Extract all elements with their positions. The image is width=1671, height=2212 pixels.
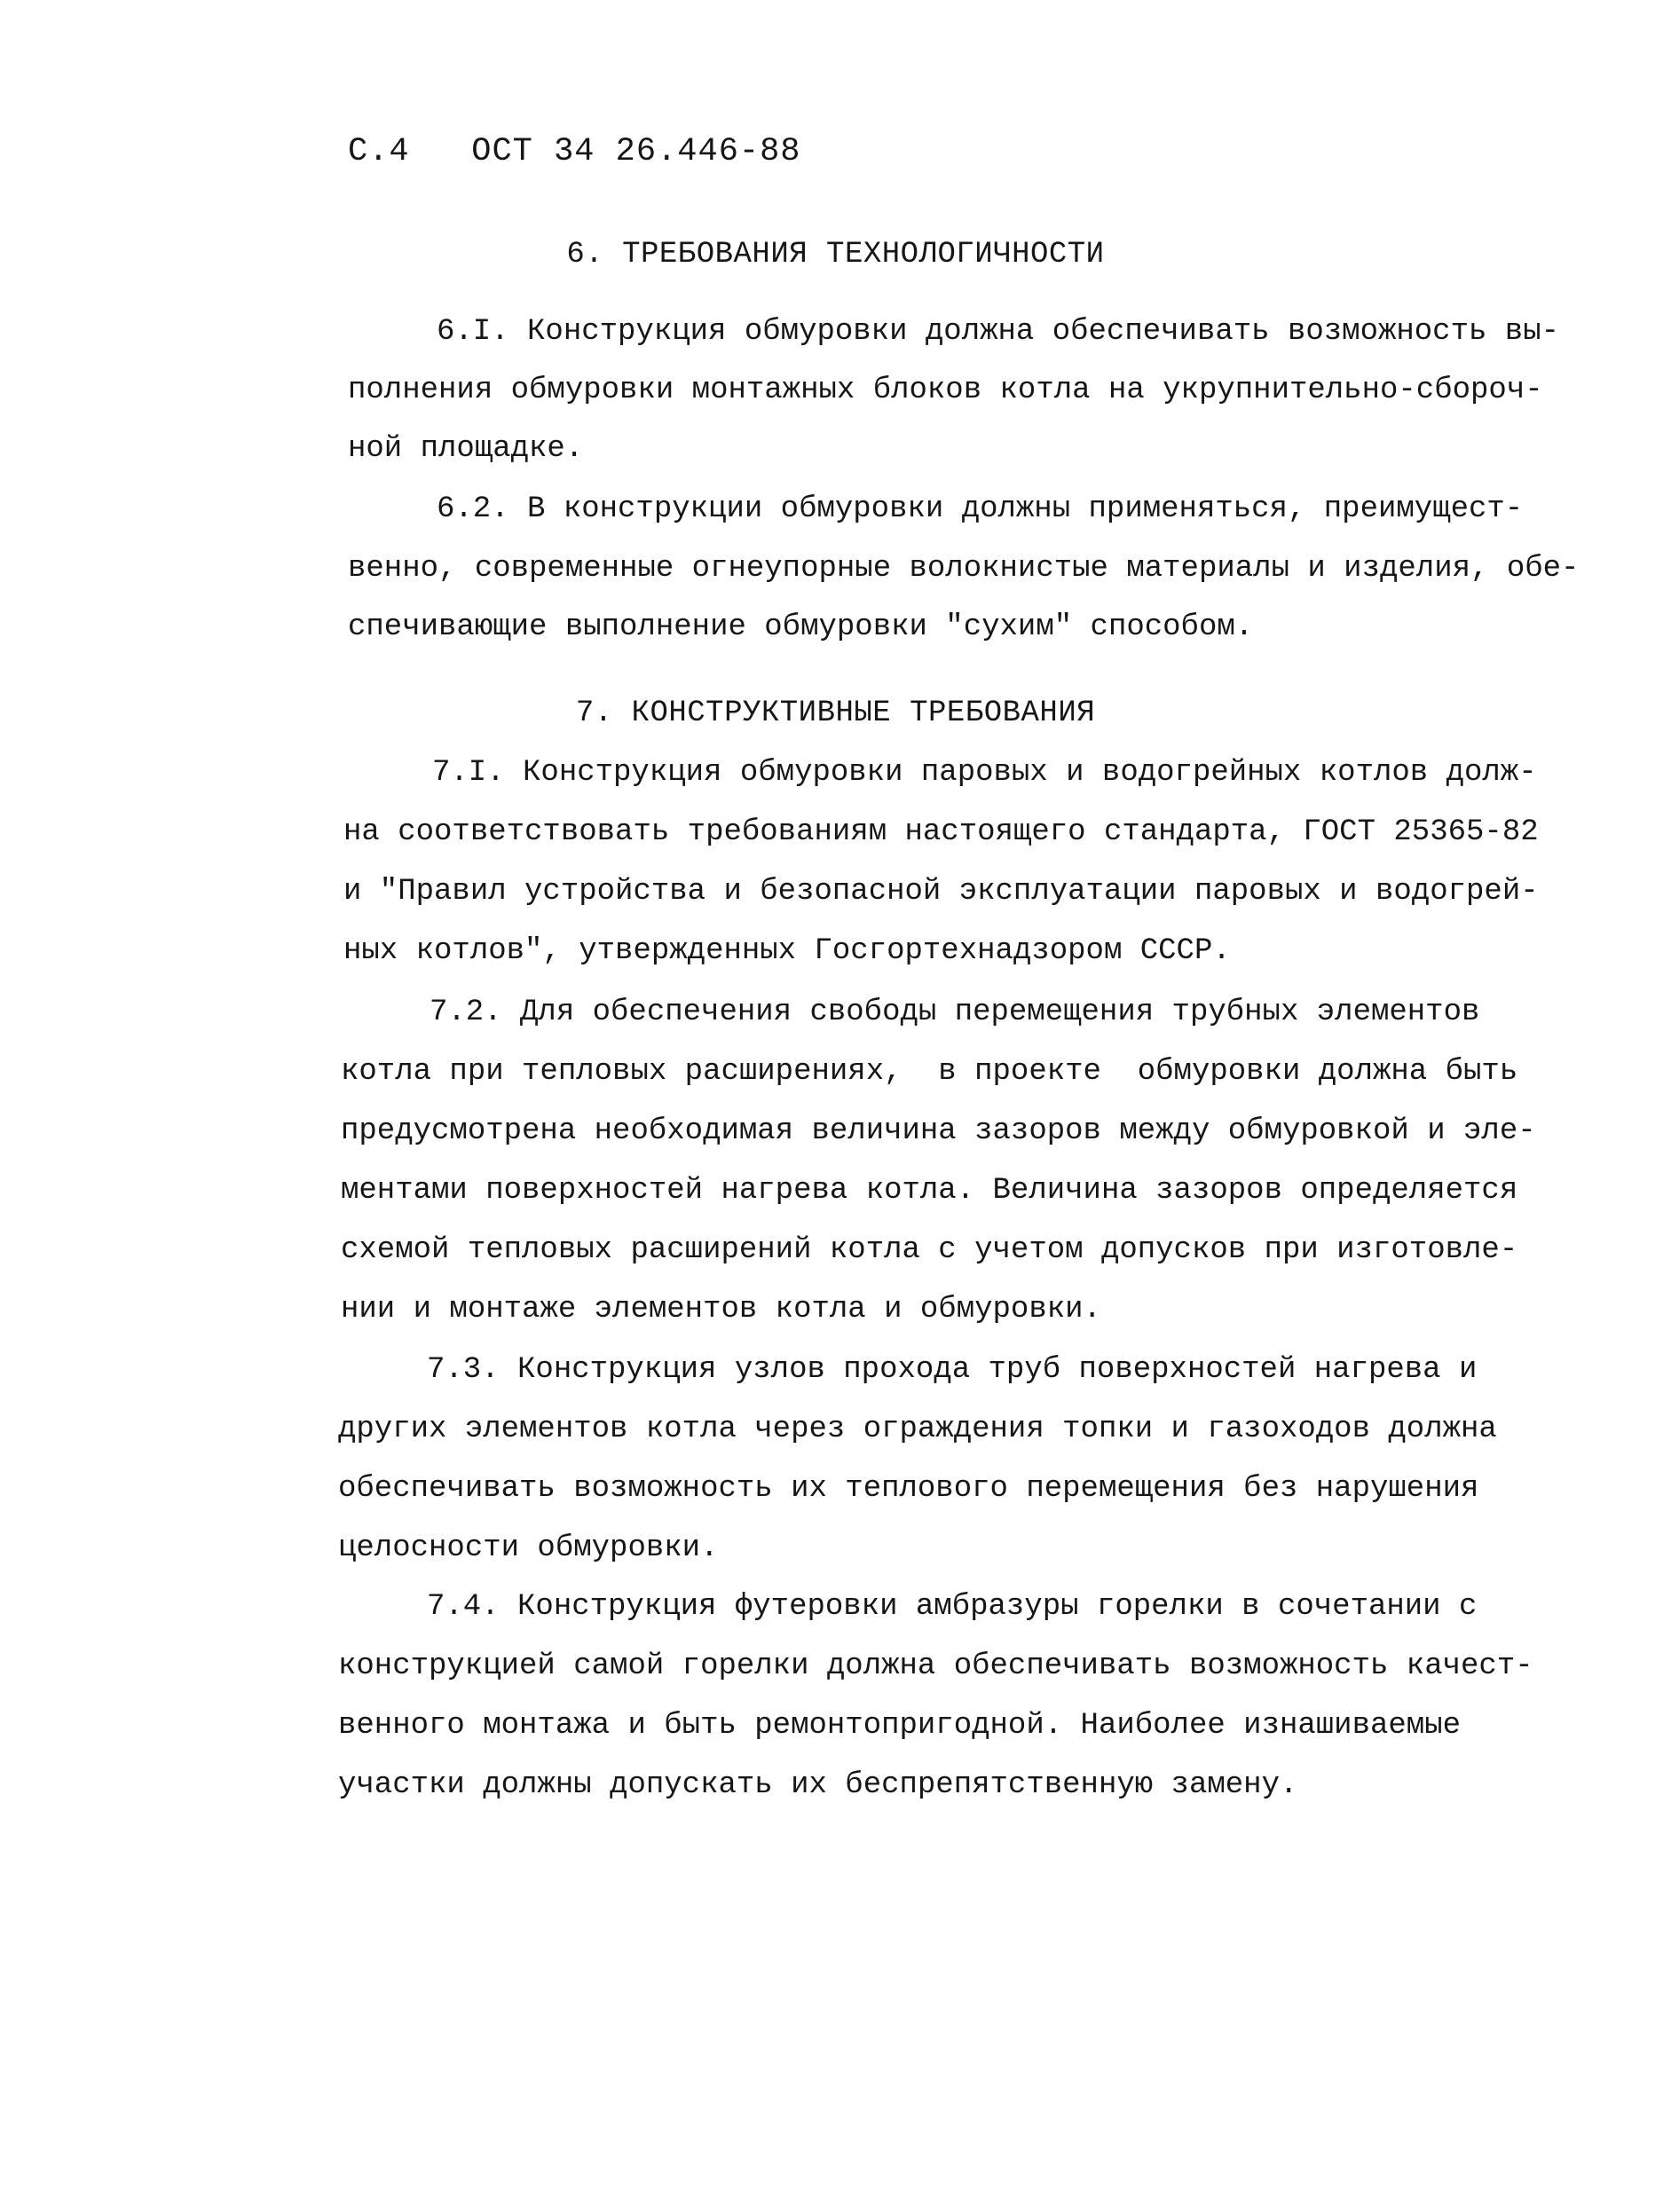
standard-code: ОСТ 34 26.446-88 [471,133,801,170]
paragraph-7-1-line: ных котлов", утвержденных Госгортехнадзором СССР. [343,934,1231,968]
paragraph-7-4-line: венного монтажа и быть ремонтопригодной. Наиболее изнашиваемые [338,1709,1462,1743]
paragraph-7-3-line: обеспечивать возможность их теплового перемещения без нарушения [338,1472,1479,1506]
paragraph-6-2-line: спечивающие выполнение обмуровки "сухим" способом. [348,610,1254,644]
paragraph-7-2-line: схемой тепловых расширений котла с учетом допусков при изготовле- [341,1233,1518,1267]
section-title-7: 7. КОНСТРУКТИВНЫЕ ТРЕБОВАНИЯ [575,697,1096,730]
section-title-6: 6. ТРЕБОВАНИЯ ТЕХНОЛОГИЧНОСТИ [566,238,1105,272]
paragraph-6-1-line: ной площадке. [348,432,584,466]
paragraph-6-1-line: 6.I. Конструкция обмуровки должна обеспечивать возможность вы- [437,315,1560,349]
paragraph-6-2-line: венно, современные огнеупорные волокнистые материалы и изделия, обе- [348,552,1580,586]
paragraph-7-1-line: 7.I. Конструкция обмуровки паровых и водогрейных котлов долж- [432,756,1537,790]
paragraph-7-2-line: котла при тепловых расширениях, в проекте обмуровки должна быть [341,1055,1518,1089]
paragraph-7-3-line: целосности обмуровки. [338,1531,719,1565]
page-number: С.4 [348,133,410,170]
paragraph-7-3-line: других элементов котла через ограждения топки и газоходов должна [338,1413,1497,1446]
paragraph-7-4-line: участки должны допускать их беспрепятственную замену. [338,1768,1298,1802]
paragraph-7-2-line: ментами поверхностей нагрева котла. Величина зазоров определяется [341,1174,1518,1208]
paragraph-7-2-line: предусмотрена необходимая величина зазоров между обмуровкой и эле- [341,1114,1536,1148]
paragraph-7-1-line: на соответствовать требованиям настоящего стандарта, ГОСТ 25365-82 [343,815,1539,849]
paragraph-6-2-line: 6.2. В конструкции обмуровки должны применяться, преимущест- [437,492,1524,526]
paragraph-7-2-line: нии и монтаже элементов котла и обмуровки. [341,1293,1101,1326]
paragraph-7-2-line: 7.2. Для обеспечения свободы перемещения трубных элементов [430,996,1480,1029]
paragraph-7-4-line: 7.4. Конструкция футеровки амбразуры горелки в сочетании с [427,1590,1478,1624]
paragraph-6-1-line: полнения обмуровки монтажных блоков котла на укрупнительно-сбороч- [348,374,1543,407]
page-header [348,133,801,170]
paragraph-7-1-line: и "Правил устройства и безопасной эксплуатации паровых и водогрей- [343,875,1539,909]
paragraph-7-4-line: конструкцией самой горелки должна обеспечивать возможность качест- [338,1649,1533,1683]
paragraph-7-3-line: 7.3. Конструкция узлов прохода труб поверхностей нагрева и [427,1353,1478,1387]
